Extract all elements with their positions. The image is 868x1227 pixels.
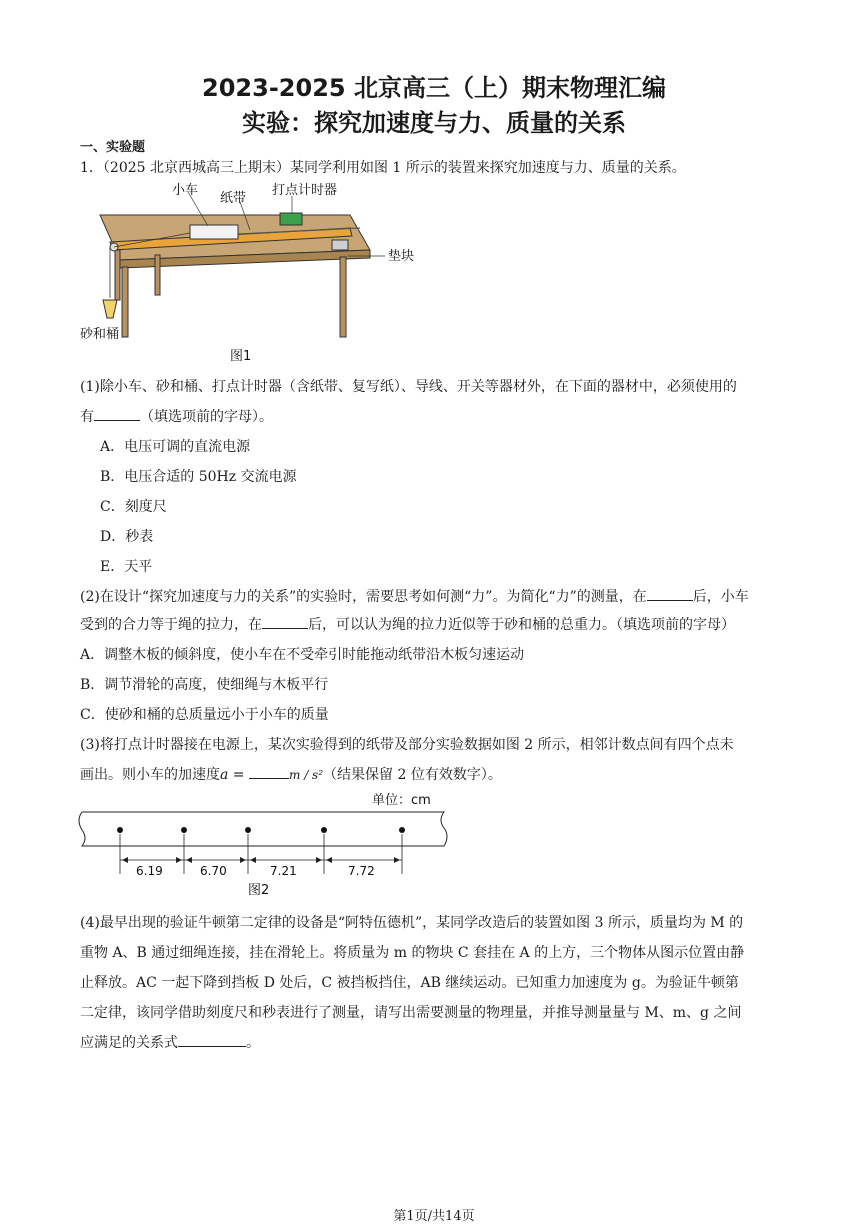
part4-text: 应满足的关系式 — [80, 1035, 178, 1051]
label-tape: 纸带 — [220, 191, 247, 206]
cart — [190, 225, 238, 239]
label-timer: 打点计时器 — [272, 183, 338, 198]
option-item: D．秒表 — [100, 529, 154, 545]
timer — [280, 213, 302, 225]
arrowhead — [326, 857, 332, 863]
part4-line: (4)最早出现的验证牛顿第二定律的设备是“阿特伍德机”，某同学改造后的装置如图 3 所示，质量均为 M 的 — [80, 915, 744, 931]
part2-text: 后，可以认为绳的拉力近似等于砂和桶的总重力。（填选项前的字母） — [308, 617, 735, 633]
part2-line1 — [80, 586, 795, 606]
part1-prefix: 有 — [80, 409, 94, 425]
arrowhead — [122, 857, 128, 863]
part3-line1: (3)将打点计时器接在电源上，某次实验得到的纸带及部分实验数据如图 2 所示，相邻计数点间有四个点未 — [80, 737, 734, 753]
part1-suffix: （填选项前的字母）。 — [140, 409, 273, 425]
segment-value: 6.70 — [200, 864, 227, 878]
equals-sign: = — [228, 767, 249, 783]
answer-blank-2[interactable] — [647, 586, 693, 601]
label-bucket: 砂和桶 — [80, 327, 120, 342]
tape-outline — [79, 812, 447, 846]
label-block: 垫块 — [388, 249, 415, 264]
part1-line2 — [80, 406, 795, 426]
part2-text: 受到的合力等于绳的拉力，在 — [80, 617, 262, 633]
arrowhead — [186, 857, 192, 863]
part3-text: 画出。则小车的加速度 — [80, 767, 220, 783]
option-item: B．调节滑轮的高度，使细绳与木板平行 — [80, 677, 329, 693]
accel-symbol: a — [220, 767, 229, 783]
page-subtitle: 实验：探究加速度与力、质量的关系 — [242, 109, 626, 137]
part4-line: 止释放。AC 一起下降到挡板 D 处后，C 被挡板挡住，AB 继续运动。已知重力加速度为 g。为验证牛顿第 — [80, 975, 739, 991]
part3-text: （结果保留 2 位有效数字）。 — [323, 767, 502, 783]
arrowhead — [176, 857, 182, 863]
part4-last-line — [80, 1032, 795, 1052]
part2-text: (2)在设计“探究加速度与力的关系”的实验时，需要思考如何测“力”。为简化“力”的测量，在 — [80, 589, 647, 605]
page-title: 2023-2025 北京高三（上）期末物理汇编 — [202, 74, 666, 102]
arrowhead — [394, 857, 400, 863]
part2-line2 — [80, 614, 795, 634]
segment-value: 7.72 — [348, 864, 375, 878]
table-leg — [340, 257, 346, 337]
count-dot — [245, 827, 251, 833]
part3-line2 — [80, 764, 795, 784]
figure-2-tape — [72, 790, 462, 900]
segment-value: 7.21 — [270, 864, 297, 878]
answer-blank-1[interactable] — [94, 406, 140, 421]
option-item: B．电压合适的 50Hz 交流电源 — [100, 469, 297, 485]
part4-line: 二定律，该同学借助刻度尺和秒表进行了测量，请写出需要测量的物理量，并推导测量量与 M、m、g 之间 — [80, 1005, 742, 1021]
unit-text: m / s² — [289, 768, 324, 782]
answer-blank-4[interactable] — [249, 764, 289, 779]
part2-text: 后，小车 — [692, 589, 749, 605]
arrowhead — [316, 857, 322, 863]
option-item: C．使砂和桶的总质量远小于小车的质量 — [80, 707, 329, 723]
arrowhead — [240, 857, 246, 863]
option-item: A．调整木板的倾斜度，使小车在不受牵引时能拖动纸带沿木板匀速运动 — [80, 647, 525, 663]
answer-blank-5[interactable] — [178, 1032, 246, 1047]
part1-line1: (1)除小车、砂和桶、打点计时器（含纸带、复写纸）、导线、开关等器材外，在下面的器材中，必须使用的 — [80, 379, 737, 395]
part4-text: 。 — [246, 1035, 260, 1051]
label-car: 小车 — [172, 183, 199, 198]
segment-value: 6.19 — [136, 864, 163, 878]
arrowhead — [250, 857, 256, 863]
figure-1-caption: 图1 — [230, 349, 252, 364]
sand-bucket — [103, 300, 117, 318]
count-dot — [321, 827, 327, 833]
table-leg — [155, 255, 160, 295]
question-intro: 1．（2025 北京西城高三上期末）某同学利用如图 1 所示的装置来探究加速度与力、质量的关系。 — [80, 160, 686, 176]
option-item: C．刻度尺 — [100, 499, 167, 515]
option-item: A．电压可调的直流电源 — [100, 439, 251, 455]
option-item: E．天平 — [100, 559, 153, 575]
table-leg — [115, 250, 120, 300]
count-dot — [117, 827, 123, 833]
count-dot — [399, 827, 405, 833]
part4-line: 重物 A、B 通过细绳连接，挂在滑轮上。将质量为 m 的物块 C 套挂在 A 的上方，三个物体从图示位置由静 — [80, 945, 745, 961]
count-dot — [181, 827, 187, 833]
wedge-block — [332, 240, 348, 250]
section-heading: 一、实验题 — [80, 140, 146, 155]
page-footer: 第1页/共14页 — [393, 1209, 475, 1224]
table-leg — [122, 267, 128, 337]
figure-2-caption: 图2 — [248, 883, 270, 898]
unit-label: 单位：cm — [372, 793, 431, 808]
answer-blank-3[interactable] — [262, 614, 308, 629]
figure-1-apparatus — [80, 180, 440, 365]
